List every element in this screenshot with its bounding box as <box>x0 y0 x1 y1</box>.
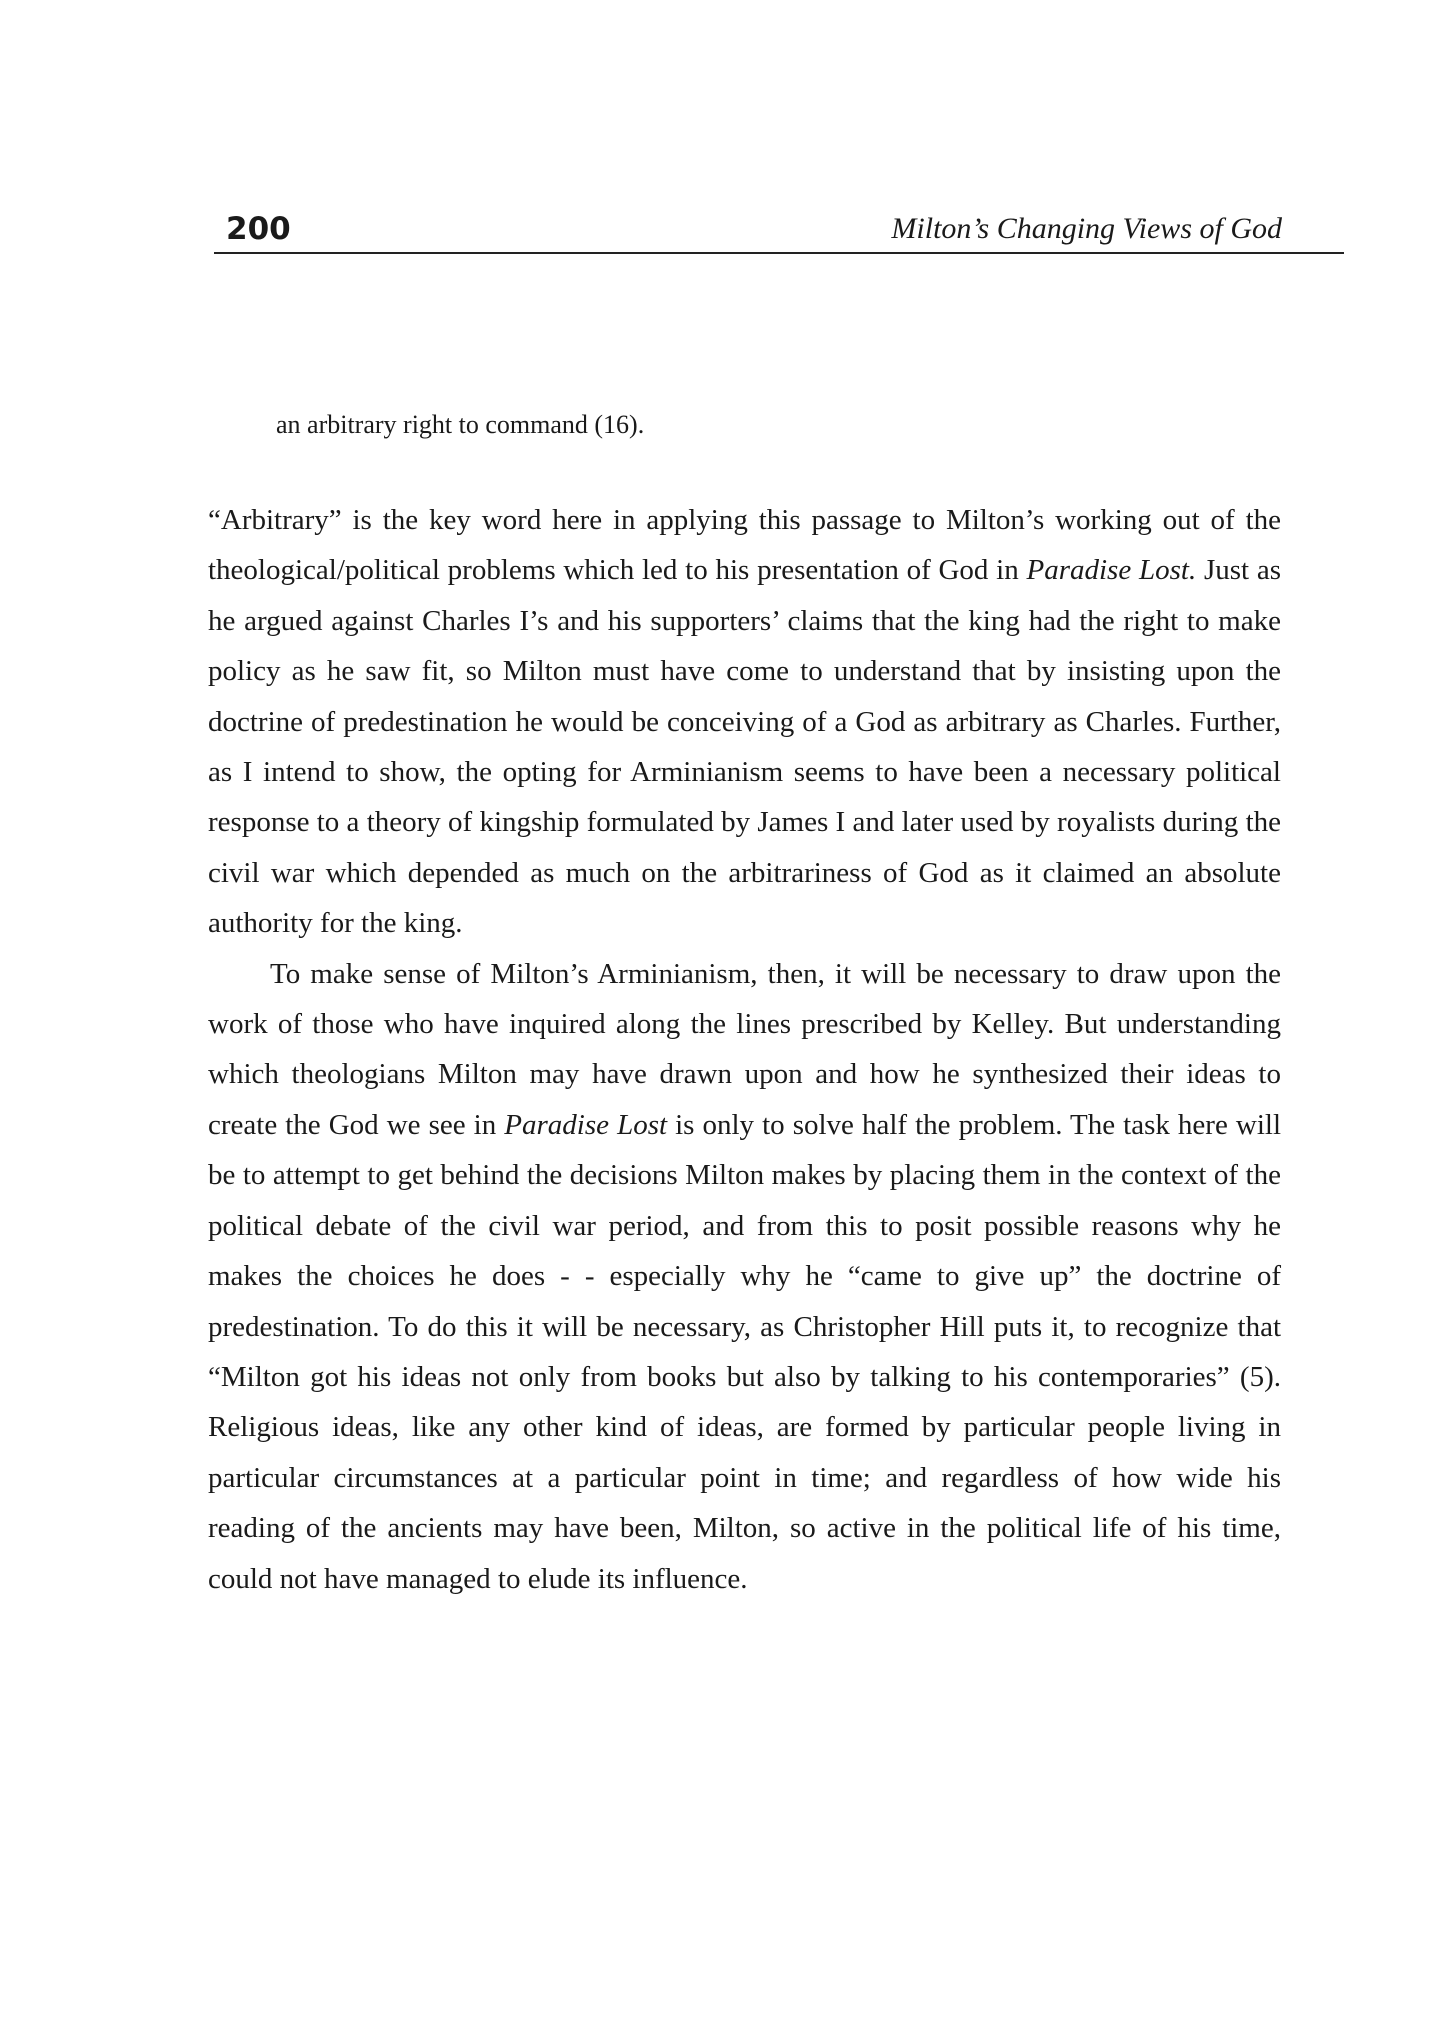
running-title: Milton’s Changing Views of God <box>891 212 1282 245</box>
paragraph-1-text-1: “Arbitrary” is the key word here in applying this passage to Milton’s working out of the theological/political problems which led to his presentation of God in <box>208 504 1281 587</box>
paragraph-2-text-1: To make sense of Milton’s Arminianism, then, it will be necessary to draw upon the work of those who have inquired along the lines prescribed by Kelley. But understanding which theologians Milton may have drawn upon and how he synthesized their ideas to create the God we see in <box>208 957 1281 1141</box>
block-quote-end: an arbitrary right to command (16). <box>276 410 645 439</box>
paragraph-1-title-paradise-lost: Paradise Lost. <box>1026 554 1197 587</box>
paragraph-2 <box>208 949 1281 1604</box>
page-number: 200 <box>226 211 291 247</box>
body-text <box>208 495 1281 1604</box>
paragraph-1-text-2: Just as he argued against Charles I’s and his supporters’ claims that the king had the right to make policy as he saw fit, so Milton must have come to understand that by insisting upon the doctrine of predestination he would be conceiving of a God as arbitrary as Charles. Further, as I intend to show, the opting for Arminianism seems to have been a necessary political response to a theory of kingship formulated by James I and later used by royalists during the civil war which depended as much on the arbitrariness of God as it claimed an absolute authority for the king. <box>208 554 1281 940</box>
paragraph-2-title-paradise-lost: Paradise Lost <box>504 1108 668 1141</box>
paragraph-1 <box>208 495 1281 949</box>
running-head <box>214 206 1344 254</box>
paragraph-2-text-2: is only to solve half the problem. The task here will be to attempt to get behind the decisions Milton makes by placing them in the context of the political debate of the civil war period, and from this to posit possible reasons why he makes the choices he does - - especially why he “came to give up” the doctrine of predestination. To do this it will be necessary, as Christopher Hill puts it, to recognize that “Milton got his ideas not only from books but also by talking to his contemporaries” (5). Religious ideas, like any other kind of ideas, are formed by particular people living in particular circumstances at a particular point in time; and regardless of how wide his reading of the ancients may have been, Milton, so active in the political life of his time, could not have managed to elude its influence. <box>208 1108 1281 1595</box>
